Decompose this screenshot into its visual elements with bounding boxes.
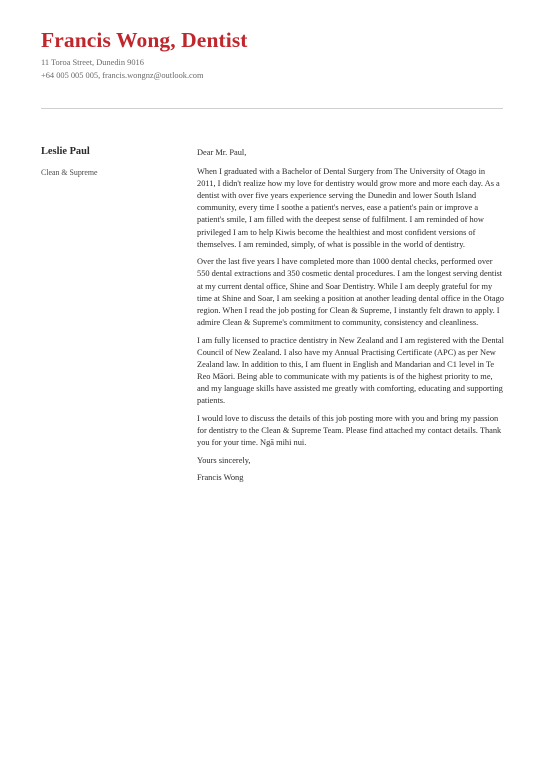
sender-contact (41, 57, 503, 82)
paragraph-3: I am fully licensed to practice dentistry in New Zealand and I am registered with the Dental Council of New Zealand. I also have my Annual Practising Certificate (APC) as per New Zealand law. In addition to this, I am fluent in English and Mandarian and C1 level in Te Reo Māori. Being able to communicate with my patients is of the highest priority to me, and my language skills have assisted me greatly with comforting, educating and supporting patients. (197, 335, 504, 405)
letter-header (41, 26, 503, 82)
sender-name: Francis Wong, Dentist (41, 28, 248, 52)
signature: Francis Wong (197, 473, 244, 483)
sender-phone-email: +64 005 005 005, francis.wongnz@outlook.com (41, 70, 204, 80)
header-divider (41, 108, 503, 109)
paragraph-1: When I graduated with a Bachelor of Dental Surgery from The University of Otago in 2011, I didn't realize how my love for dentistry would grow more and more each day. As a dentist with over five years experience serving the Dunedin and lower South Island community, every time I soothe a patient's nerves, ease a patient's pain or improve a patient's smile, I am filled with the deepest sense of fulfilment. I am reminded of how privileged I am to help Kiwis become the healthiest and most confident versions of themselves. I am reminded, simply, of what is possible in the world of dentistry. (197, 167, 500, 249)
letter-body (197, 147, 505, 490)
recipient-name: Leslie Paul (41, 146, 90, 157)
salutation: Dear Mr. Paul, (197, 148, 247, 157)
sender-address: 11 Toroa Street, Dunedin 9016 (41, 58, 144, 67)
paragraph-4: I would love to discuss the details of this job posting more with you and bring my passion for dentistry to the Clean & Supreme Team. Please find attached my contact details. Thank you for your time. Ngā mihi nui. (197, 413, 502, 447)
recipient-company: Clean & Supreme (41, 168, 98, 177)
closing: Yours sincerely, (197, 455, 251, 465)
recipient-block (41, 145, 181, 178)
paragraph-2: Over the last five years I have completed more than 1000 dental checks, performed over 550 dental extractions and 350 cosmetic dental procedures. I am the longest serving dentist at my current dental office, Shine and Soar Dentistry. While I am deeply grateful for my time at Shine and Soar, I am seeking a position at another leading dental office in the Otago region. When I read the job posting for Clean & Supreme, I instantly felt drawn to apply. I admire Clean & Supreme's commitment to community, consistency and cleanliness. (197, 257, 504, 327)
